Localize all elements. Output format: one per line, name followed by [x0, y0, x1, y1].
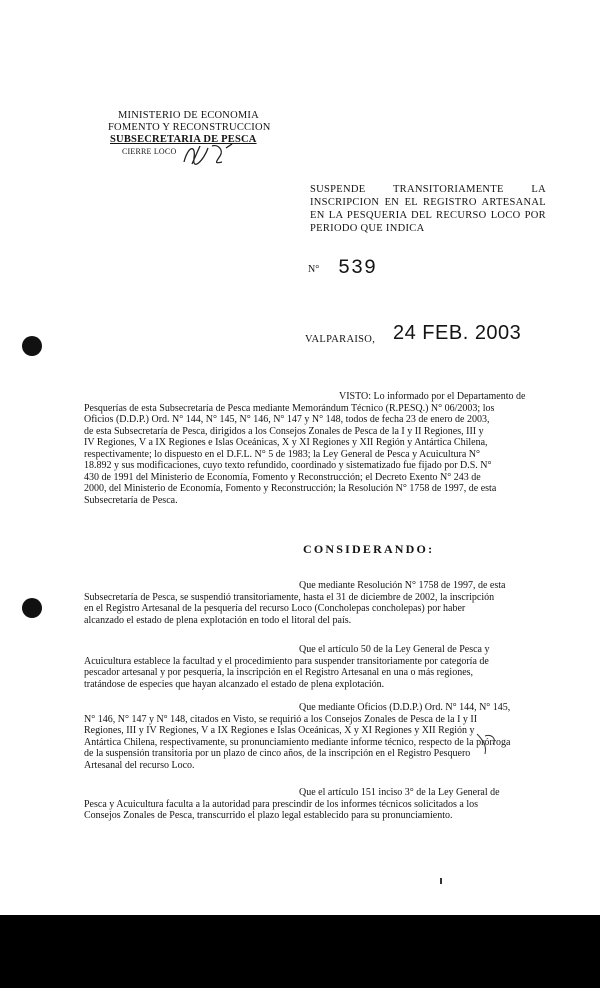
visto-line: 18.892 y sus modificaciones, cuyo texto refundido, coordinado y sistematizado fue fijado por D.S. N°	[84, 460, 492, 471]
visto-line: respectivamente; lo dispuesto en el D.F.L. N° 5 de 1983; la Ley General de Pesca y Acuicultura N°	[84, 448, 480, 460]
paragraph-line: Acuicultura establece la facultad y el procedimiento para suspender transitoriamente por categoría de	[84, 655, 489, 667]
subject-line: PERIODO QUE INDICA	[310, 223, 425, 234]
header-cierre: CIERRE LOCO	[122, 147, 177, 156]
initials-scribble	[178, 140, 242, 168]
considerando-paragraph-3	[84, 702, 540, 771]
paragraph-line: tratándose de especies que hayan alcanzado el estado de plena explotación.	[84, 678, 385, 690]
paragraph-line: Que mediante Oficios (D.D.P.) Ord. N° 144, N° 145,	[299, 702, 511, 713]
paragraph-line: en el Registro Artesanal de la pesquería del recurso Loco (Concholepas concholepas) por haber	[84, 603, 466, 614]
date-city: VALPARAISO,	[305, 334, 376, 345]
visto-line: IV Regiones, V a IX Regiones e Islas Oceánicas, X y XI Regiones y XII Región y Antártica Chilena,	[84, 437, 488, 448]
subject-line: INSCRIPCION EN EL REGISTRO ARTESANAL	[310, 197, 546, 208]
considerando-heading: CONSIDERANDO:	[303, 542, 435, 556]
visto-line: Oficios (D.D.P.) Ord. N° 144, N° 145, N° 146, N° 147 y N° 148, todos de fecha 23 de enero de 2003,	[84, 414, 490, 425]
considerando-paragraph-4	[84, 787, 540, 822]
paragraph-line: Antártica Chilena, respectivamente, su pronunciamiento mediante informe técnico, respecto de la prórroga	[84, 736, 511, 748]
paragraph-line: alcanzado el estado de plena explotación en todo el litoral del país.	[84, 614, 352, 626]
header-ministry: MINISTERIO DE ECONOMIA	[118, 110, 259, 121]
scan-border	[0, 915, 600, 988]
paragraph-line: pescador artesanal y por pesquería, la inscripción en el Registro Artesanal en una o más regiones,	[84, 667, 474, 678]
header-subsecretaria: SUBSECRETARIA DE PESCA	[110, 134, 257, 145]
number-prefix: N°	[308, 264, 320, 275]
paragraph-line: Consejos Zonales de Pesca, transcurrido el plazo legal establecido para su pronunciamiento.	[84, 810, 453, 821]
paragraph-line: de la suspensión transitoria por un plazo de cinco años, de la inscripción en el Registro Pesquero	[84, 748, 471, 759]
visto-line: 430 de 1991 del Ministerio de Economía, Fomento y Reconstrucción; el Decreto Exento N° 243 de	[84, 471, 481, 483]
date-stamp: 24 FEB. 2003	[393, 322, 522, 344]
visto-line: de esta Subsecretaría de Pesca, dirigidos a los Consejos Zonales de Pesca de la I y II Regiones, III y	[84, 425, 484, 437]
paragraph-line: Que el artículo 50 de la Ley General de Pesca y	[299, 644, 490, 655]
resolution-number: 539	[338, 257, 378, 280]
subject-block	[310, 183, 546, 235]
header-fomento: FOMENTO Y RECONSTRUCCION	[108, 122, 271, 133]
visto-line: 2000, del Ministerio de Economía, Fomento y Reconstrucción; la Resolución N° 1758 de 1997, de esta	[84, 483, 497, 494]
visto-line: VISTO: Lo informado por el Departamento de	[339, 391, 526, 402]
paragraph-line: Subsecretaría de Pesca, se suspendió transitoriamente, hasta el 31 de diciembre de 2002, la inscripción	[84, 591, 495, 603]
considerando-paragraph-1	[84, 580, 540, 626]
paragraph-line: Que mediante Resolución N° 1758 de 1997, de esta	[299, 580, 506, 591]
binder-hole	[22, 336, 42, 356]
handwritten-mark	[473, 730, 501, 756]
considerando-paragraph-2	[84, 644, 540, 690]
visto-line: Subsecretaría de Pesca.	[84, 494, 178, 506]
subject-line: EN LA PESQUERIA DEL RECURSO LOCO POR	[310, 210, 546, 221]
binder-hole	[22, 598, 42, 618]
paragraph-line: N° 146, N° 147 y N° 148, citados en Visto, se requirió a los Consejos Zonales de Pesca de la I y II	[84, 713, 478, 725]
visto-line: Pesquerías de esta Subsecretaría de Pesca mediante Memorándum Técnico (R.PESQ.) N° 06/2003; los	[84, 402, 495, 414]
paragraph-line: Artesanal del recurso Loco.	[84, 759, 195, 771]
scan-speck	[440, 878, 442, 884]
paragraph-line: Que el artículo 151 inciso 3° de la Ley General de	[299, 787, 500, 798]
paragraph-line: Regiones, III y IV Regiones, V a IX Regiones e Islas Oceánicas, X y XI Regiones y XII Región y	[84, 725, 475, 736]
subject-line: SUSPENDE TRANSITORIAMENTE LA	[310, 184, 546, 195]
paragraph-line: Pesca y Acuicultura faculta a la autoridad para prescindir de los informes técnicos solicitados a los	[84, 798, 479, 810]
visto-paragraph	[84, 391, 540, 506]
